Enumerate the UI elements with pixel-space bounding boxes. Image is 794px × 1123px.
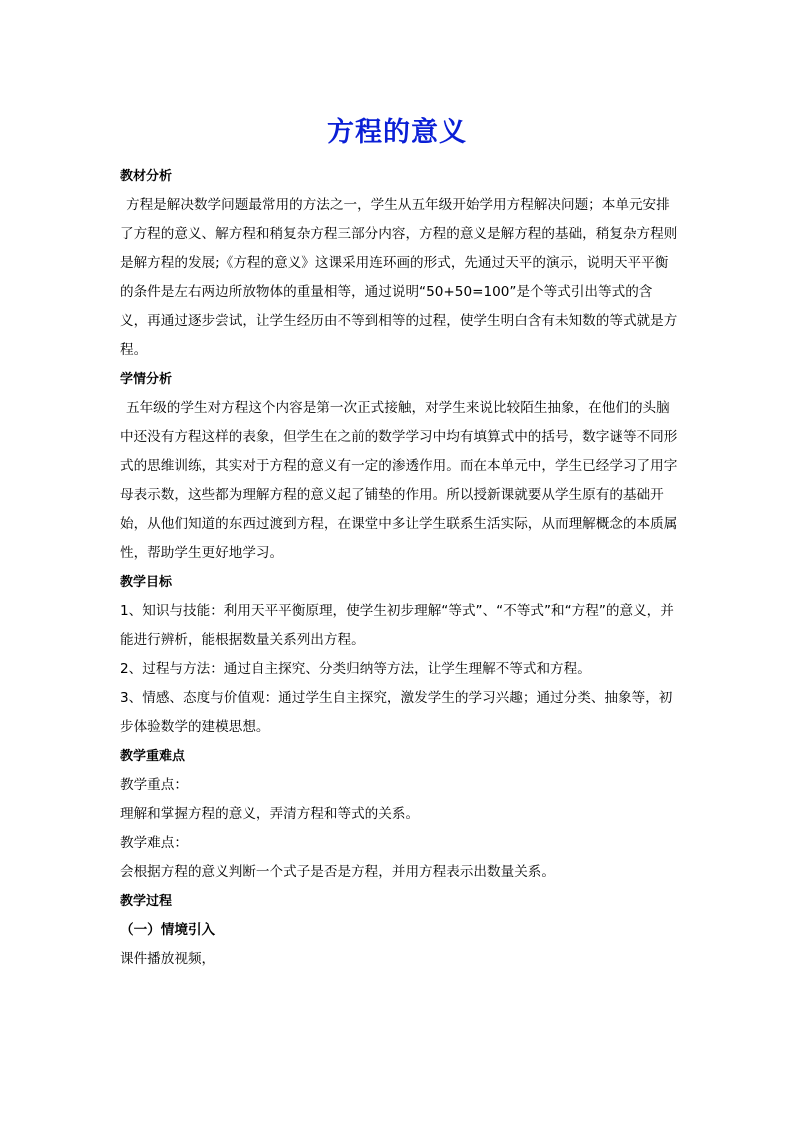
section-heading-key-difficult: 教学重难点 bbox=[120, 749, 186, 764]
goal-item-3: 3、情感、态度与价值观：通过学生自主探究，激发学生的学习兴趣；通过分类、抽象等，初步体验数学的建模思想。 bbox=[120, 690, 673, 735]
difficult-point-text: 会根据方程的意义判断一个式子是否是方程，并用方程表示出数量关系。 bbox=[120, 864, 555, 880]
document-body bbox=[120, 162, 678, 974]
document-title: 方程的意义 bbox=[327, 117, 467, 148]
difficult-point-label: 教学难点： bbox=[120, 835, 188, 851]
section-heading-student-analysis: 学情分析 bbox=[120, 372, 173, 387]
paragraph-textbook-analysis: 方程是解决数学问题最常用的方法之一，学生从五年级开始学用方程解决问题；本单元安排了方程的意义、解方程和稍复杂方程三部分内容，方程的意义是解方程的基础，稍复杂方程则是解方程的发展;《方程的意义》这课采用连环画的形式，先通过天平的演示，说明天平平衡的条件是左右两边所放物体的重量相等，通过说明“50+50=100”是个等式引出等式的含义，再通过逐步尝试，让学生经历由不等到相等的过程，使学生明白含有未知数的等式就是方程。 bbox=[120, 197, 678, 358]
section-heading-teaching-goals: 教学目标 bbox=[120, 575, 173, 590]
key-point-text: 理解和掌握方程的意义，弄清方程和等式的关系。 bbox=[120, 806, 420, 822]
subsection-heading-intro: （一）情境引入 bbox=[120, 922, 216, 938]
paragraph-intro: 课件播放视频， bbox=[120, 951, 216, 967]
goal-item-1: 1、知识与技能：利用天平平衡原理，使学生初步理解“等式”、“不等式”和“方程”的意义，并能进行辨析，能根据数量关系列出方程。 bbox=[120, 603, 674, 648]
key-point-label: 教学重点： bbox=[120, 777, 188, 793]
paragraph-student-analysis: 五年级的学生对方程这个内容是第一次正式接触，对学生来说比较陌生抽象，在他们的头脑中还没有方程这样的表象，但学生在之前的数学学习中均有填算式中的括号，数字谜等不同形式的思维训练，其实对于方程的意义有一定的渗透作用。而在本单元中，学生已经学习了用字母表示数，这些都为理解方程的意义起了铺垫的作用。所以授新课就要从学生原有的基础开始，从他们知道的东西过渡到方程，在课堂中多让学生联系生活实际，从而理解概念的本质属性，帮助学生更好地学习。 bbox=[120, 400, 678, 561]
goal-item-2: 2、过程与方法：通过自主探究、分类归纳等方法，让学生理解不等式和方程。 bbox=[120, 661, 591, 677]
section-heading-teaching-process: 教学过程 bbox=[120, 894, 173, 909]
section-heading-textbook-analysis: 教材分析 bbox=[120, 169, 173, 184]
